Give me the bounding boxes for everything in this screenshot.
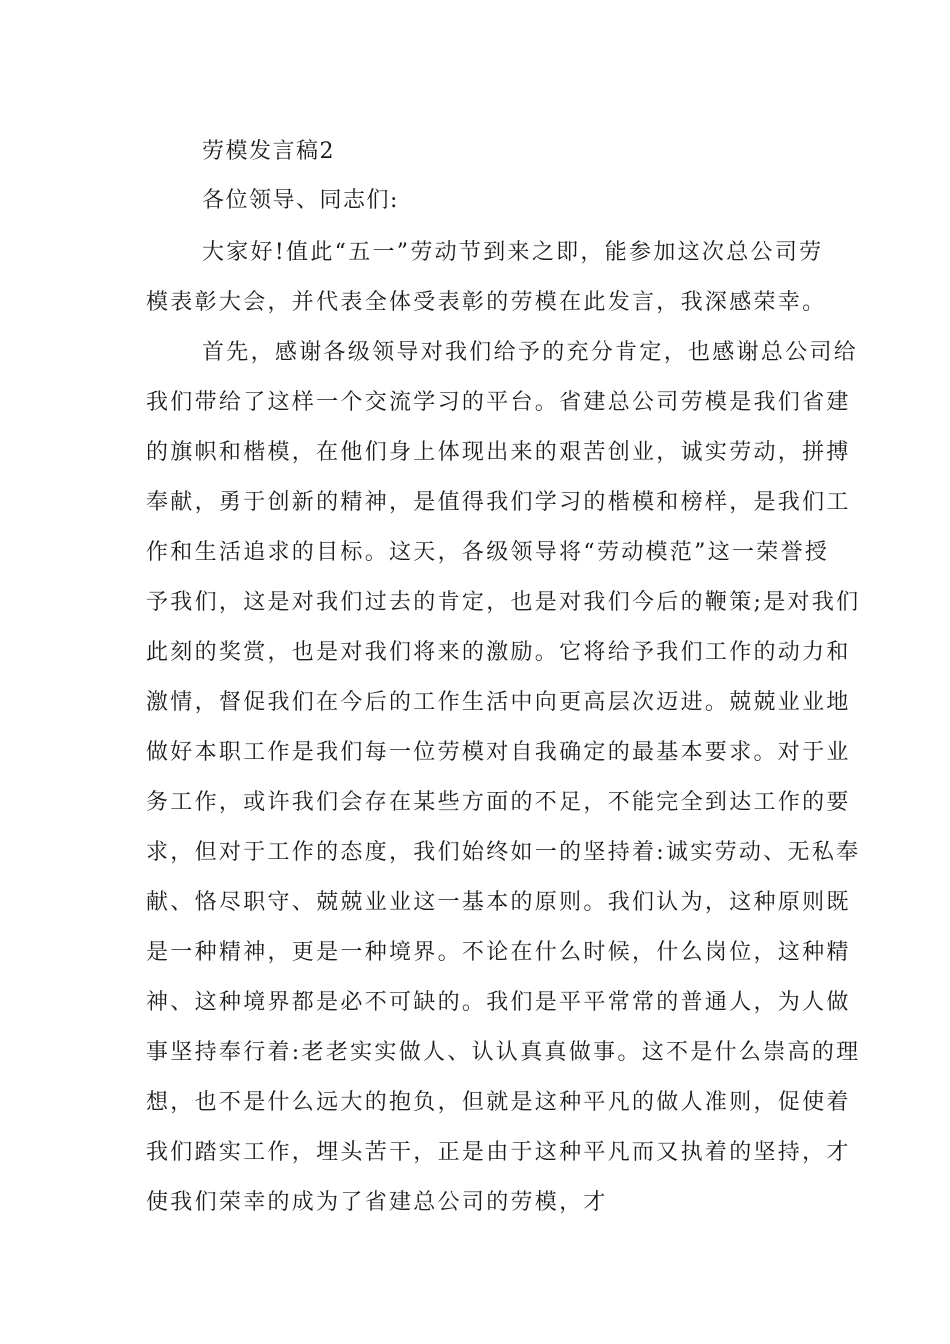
- paragraph-2-line-16: 想，也不是什么远大的抱负，但就是这种平凡的做人准则，促使着: [146, 1090, 851, 1115]
- paragraph-2-line-6: 予我们，这是对我们过去的肯定，也是对我们今后的鞭策;是对我们: [146, 590, 861, 615]
- paragraph-2-line-10: 务工作，或许我们会存在某些方面的不足，不能完全到达工作的要: [146, 790, 851, 815]
- paragraph-1-line-1: 大家好!值此“五一”劳动节到来之即，能参加这次总公司劳: [202, 240, 824, 265]
- paragraph-2-line-17: 我们踏实工作，埋头苦干，正是由于这种平凡而又执着的坚持，才: [146, 1140, 851, 1165]
- paragraph-2-line-14: 神、这种境界都是必不可缺的。我们是平平常常的普通人，为人做: [146, 990, 851, 1015]
- paragraph-2-line-7: 此刻的奖赏，也是对我们将来的激励。它将给予我们工作的动力和: [146, 640, 851, 665]
- paragraph-2-line-4: 奉献，勇于创新的精神，是值得我们学习的楷模和榜样，是我们工: [146, 490, 851, 515]
- paragraph-2-line-3: 的旗帜和楷模，在他们身上体现出来的艰苦创业，诚实劳动，拼搏: [146, 440, 851, 465]
- paragraph-2-line-18: 使我们荣幸的成为了省建总公司的劳模，才: [146, 1190, 608, 1215]
- paragraph-2-line-15: 事坚持奉行着:老老实实做人、认认真真做事。这不是什么崇高的理: [146, 1040, 861, 1065]
- paragraph-2-line-12: 献、恪尽职守、兢兢业业这一基本的原则。我们认为，这种原则既: [146, 890, 851, 915]
- document-title: 劳模发言稿2: [202, 139, 335, 164]
- paragraph-2-line-11: 求，但对于工作的态度，我们始终如一的坚持着:诚实劳动、无私奉: [146, 840, 861, 865]
- paragraph-2-line-2: 我们带给了这样一个交流学习的平台。省建总公司劳模是我们省建: [146, 390, 851, 415]
- paragraph-2-line-1: 首先，感谢各级领导对我们给予的充分肯定，也感谢总公司给: [202, 340, 859, 365]
- paragraph-2-line-5: 作和生活追求的目标。这天，各级领导将“劳动模范”这一荣誉授: [146, 540, 830, 565]
- paragraph-2-line-9: 做好本职工作是我们每一位劳模对自我确定的最基本要求。对于业: [146, 740, 851, 765]
- paragraph-2-line-13: 是一种精神，更是一种境界。不论在什么时候，什么岗位，这种精: [146, 940, 851, 965]
- salutation: 各位领导、同志们:: [202, 188, 399, 213]
- paragraph-1-line-2: 模表彰大会，并代表全体受表彰的劳模在此发言，我深感荣幸。: [146, 290, 827, 315]
- paragraph-2-line-8: 激情，督促我们在今后的工作生活中向更高层次迈进。兢兢业业地: [146, 690, 851, 715]
